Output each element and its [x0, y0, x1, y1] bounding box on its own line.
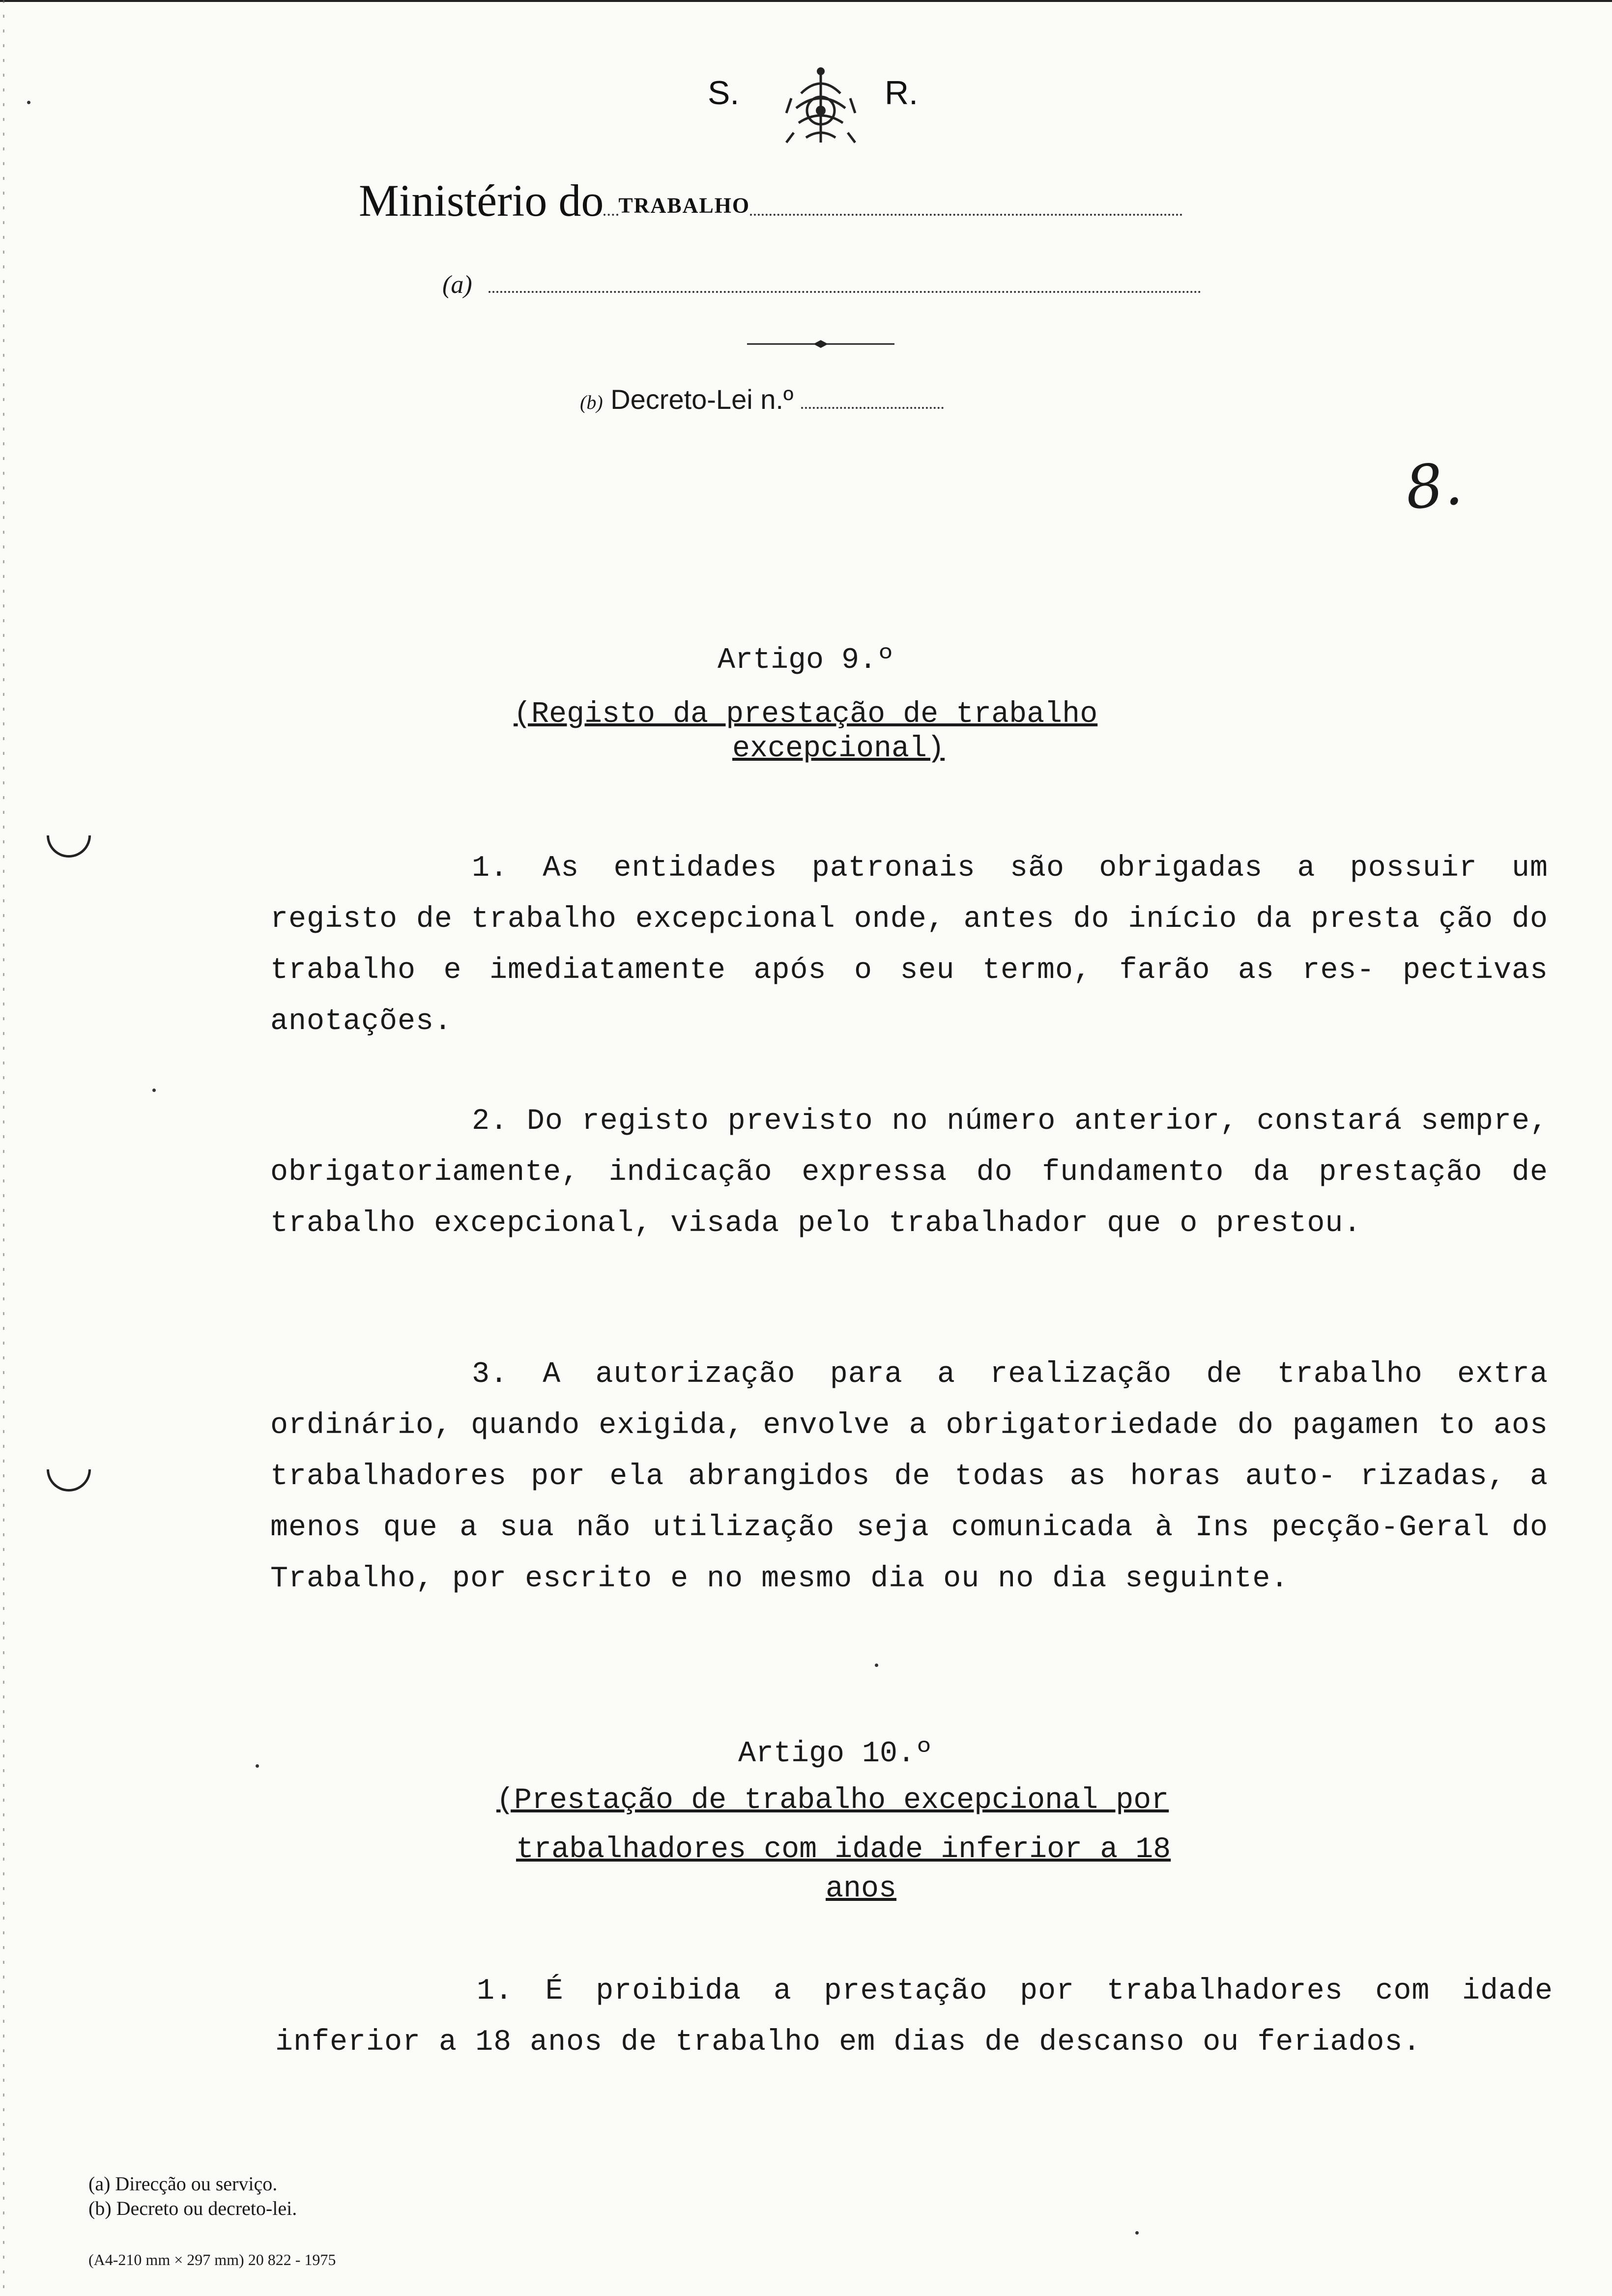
scan-speck [1135, 2231, 1139, 2235]
article-9-paragraph-2: 2. Do registo previsto no número anterior, constará sempre, obrigatoriamente, indicação expressa do fundamento da prestação de trabalho excepcional, visada pelo trabalhador que o prestou. [270, 1105, 1548, 1240]
article-9-subtitle-line-1: (Registo da prestação de trabalho [514, 698, 1098, 731]
header-s-letter: S. [708, 74, 740, 112]
scan-speck [256, 1764, 259, 1768]
coat-of-arms-icon [781, 64, 860, 152]
article-9-title: Artigo 9.º [717, 644, 895, 677]
article-10-subtitle-line-1: (Prestação de trabalho excepcional por [496, 1784, 1169, 1817]
binding-hole-mark [47, 835, 91, 858]
footnote-a: (a) Direcção ou serviço. [88, 2173, 278, 2195]
ornament-divider [747, 339, 894, 349]
ministry-department: TRABALHO [618, 193, 750, 218]
article-10-subtitle-line-3: anos [826, 1872, 897, 1906]
handwritten-page-number: 8. [1402, 449, 1466, 523]
header-r-letter: R. [885, 74, 918, 112]
form-code: (A4-210 mm × 297 mm) 20 822 - 1975 [88, 2251, 336, 2268]
scan-edge [3, 0, 4, 2296]
article-9-paragraph-3: 3. A autorização para a realização de trabalho extra ordinário, quando exigida, envolve a obrigatoriedade do pagamen to aos trabalhadores por ela abrangidos de todas as horas auto- rizadas, a menos que a sua não utilização seja comunicada à Ins pecção-Geral do Trabalho, por escrito e no mesmo dia ou no dia seguinte. [270, 1358, 1548, 1596]
ministry-prefix: Ministério do [359, 175, 604, 226]
scan-speck [27, 101, 30, 104]
decreto-marker: (b) [580, 391, 603, 413]
footnote-b: (b) Decreto ou decreto-lei. [88, 2197, 297, 2219]
article-10-title: Artigo 10.º [738, 1737, 933, 1771]
article-9-paragraph-1: 1. As entidades patronais são obrigadas a possuir um registo de trabalho excepcional onde, antes do início da presta ção do trabalho e imediatamente após o seu termo, farão as res- pectivas anotações. [270, 852, 1548, 1038]
article-10-subtitle-line-2: trabalhadores com idade inferior a 18 [516, 1833, 1171, 1866]
article-9-subtitle-line-2: excepcional) [732, 732, 945, 766]
decreto-label: Decreto-Lei n.º [610, 384, 794, 415]
scan-speck [152, 1089, 156, 1092]
ministry-line [359, 174, 1182, 227]
binding-hole-mark [47, 1469, 91, 1492]
service-label: (a) [442, 271, 472, 299]
article-10-paragraph-1: 1. É proibida a prestação por trabalhadores com idade inferior a 18 anos de trabalho em dias de descanso ou feriados. [275, 1975, 1553, 2059]
service-line [442, 270, 1201, 299]
scan-speck [875, 1664, 878, 1667]
top-border [0, 0, 1612, 2]
decreto-line [580, 383, 944, 415]
